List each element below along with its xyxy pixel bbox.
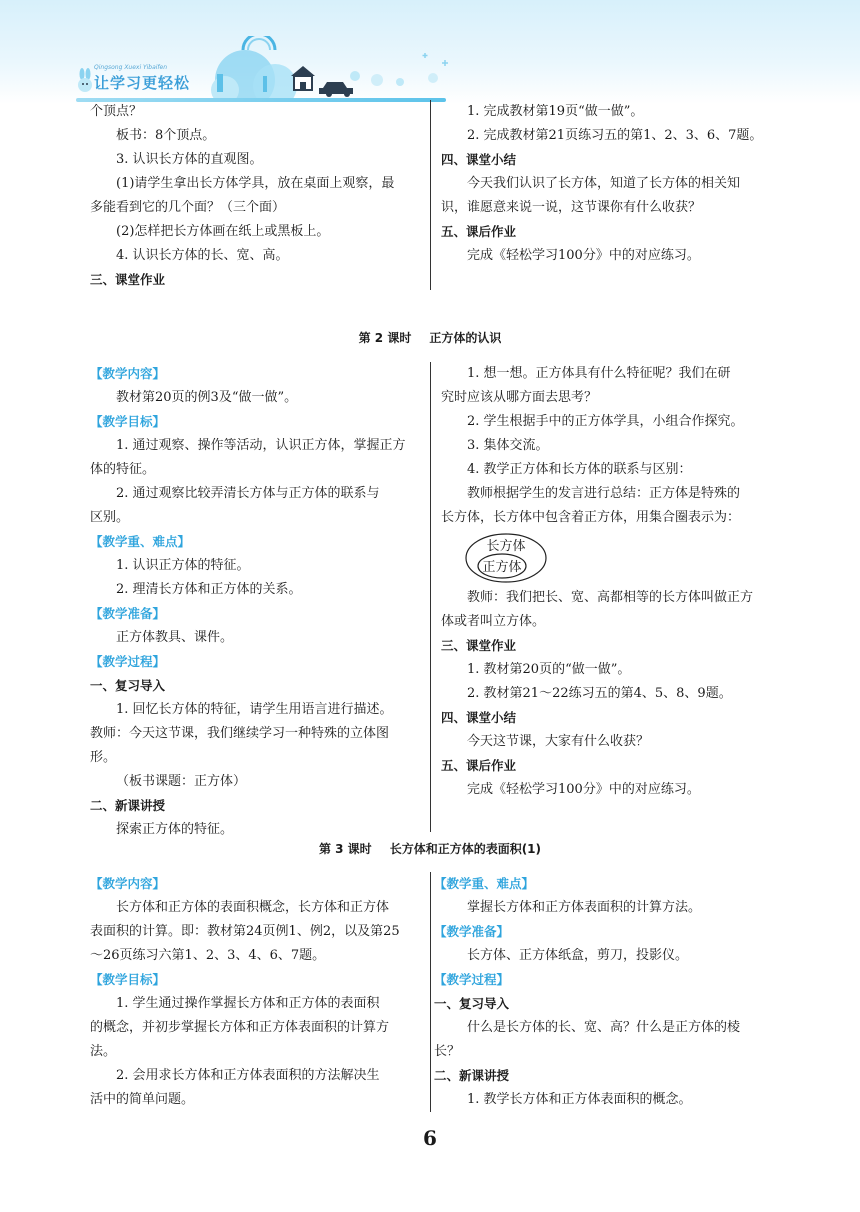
text-line: 1. 学生通过操作掌握长方体和正方体的表面积 <box>116 996 380 1011</box>
text-line: 法。 <box>90 1044 117 1059</box>
lesson-2-title <box>0 329 860 346</box>
text-line: 2. 学生根据手中的正方体学具，小组合作探究。 <box>467 414 744 429</box>
text-line: (1)请学生拿出长方体学具，放在桌面上观察，最 <box>116 176 395 191</box>
text-line: 今天这节课，大家有什么收获？ <box>467 734 650 749</box>
section-heading: 二、新课讲授 <box>90 798 166 813</box>
text-line: 4. 认识长方体的长、宽、高。 <box>116 248 289 263</box>
section-heading: 五、课后作业 <box>441 224 517 239</box>
header-scene-illustration <box>205 36 455 100</box>
text-line: 教师根据学生的发言进行总结：正方体是特殊的 <box>467 486 741 501</box>
text-line: 板书：8个顶点。 <box>116 128 216 143</box>
text-line: 长方体和正方体的表面积概念，长方体和正方体 <box>116 900 390 915</box>
text-line: 掌握长方体和正方体表面积的计算方法。 <box>467 900 702 915</box>
text-line: 表面积的计算。即：教材第24页例1、例2，以及第25 <box>90 924 400 939</box>
page-number: 6 <box>423 1126 437 1150</box>
text-line: 3. 认识长方体的直观图。 <box>116 152 263 167</box>
text-line: 长？ <box>434 1044 461 1059</box>
text-line: 1. 回忆长方体的特征，请学生用语言进行描述。 <box>116 702 393 717</box>
top-right-column <box>441 100 771 268</box>
text-line: 形。 <box>90 750 117 765</box>
section-tag: 【教学内容】 <box>90 366 166 381</box>
text-line: 探索正方体的特征。 <box>116 822 234 837</box>
text-line: 1. 教学长方体和正方体表面积的概念。 <box>467 1092 692 1107</box>
lesson-2-right-column-lower <box>441 586 773 802</box>
section-tag: 【教学过程】 <box>434 972 510 987</box>
text-line: 长方体，长方体中包含着正方体，用集合圈表示为： <box>441 510 741 525</box>
text-line: 体或者叫立方体。 <box>441 614 546 629</box>
lesson-number: 第 3 课时 <box>318 842 372 856</box>
section-heading: 五、课后作业 <box>441 758 517 773</box>
text-line: 1. 认识正方体的特征。 <box>116 558 250 573</box>
lesson-topic: 长方体和正方体的表面积(1) <box>389 842 542 856</box>
lesson-2-left-column <box>90 362 422 842</box>
section-heading: 二、新课讲授 <box>434 1068 510 1083</box>
text-line: 2. 会用求长方体和正方体表面积的方法解决生 <box>116 1068 380 1083</box>
lesson-number: 第 2 课时 <box>358 331 412 345</box>
lesson-3-title <box>0 840 860 857</box>
lesson-topic: 正方体的认识 <box>429 331 502 345</box>
text-line: 2. 理清长方体和正方体的关系。 <box>116 582 302 597</box>
text-line: 识，谁愿意来说一说，这节课你有什么收获？ <box>441 200 702 215</box>
text-line: 个顶点？ <box>90 104 143 119</box>
text-line: 正方体教具、课件。 <box>116 630 234 645</box>
section-heading: 三、课堂作业 <box>90 272 166 287</box>
text-line: 的概念，并初步掌握长方体和正方体表面积的计算方 <box>90 1020 390 1035</box>
top-left-column <box>90 100 422 292</box>
text-line: 活中的简单问题。 <box>90 1092 195 1107</box>
section-tag: 【教学目标】 <box>90 972 166 987</box>
text-line: 4. 教学正方体和长方体的联系与区别： <box>467 462 692 477</box>
text-line: 完成《轻松学习100分》中的对应练习。 <box>467 782 700 797</box>
text-line: 长方体、正方体纸盒，剪刀，投影仪。 <box>467 948 689 963</box>
column-divider-lesson-2 <box>430 362 431 832</box>
logo-text: 让学习更轻松 <box>94 74 191 92</box>
column-divider-top <box>430 100 431 290</box>
text-line: 教材第20页的例3及“做一做”。 <box>116 390 298 405</box>
text-line: (2)怎样把长方体画在纸上或黑板上。 <box>116 224 330 239</box>
section-heading: 一、复习导入 <box>90 678 166 693</box>
text-line: 教师：我们把长、宽、高都相等的长方体叫做正方 <box>467 590 754 605</box>
section-heading: 三、课堂作业 <box>441 638 517 653</box>
text-line: 2. 完成教材第21页练习五的第1、2、3、6、7题。 <box>467 128 763 143</box>
text-line: 2. 教材第21～22练习五的第4、5、8、9题。 <box>467 686 732 701</box>
lesson-3-right-column <box>434 872 772 1112</box>
text-line: 区别。 <box>90 510 130 525</box>
text-line: ～26页练习六第1、2、3、4、6、7题。 <box>90 948 326 963</box>
text-line: 2. 通过观察比较弄清长方体与正方体的联系与 <box>116 486 380 501</box>
text-line: 究时应该从哪方面去思考？ <box>441 390 598 405</box>
venn-outer-label: 长方体 <box>486 539 526 554</box>
section-tag: 【教学准备】 <box>90 606 166 621</box>
lesson-2-right-column-upper <box>441 362 773 530</box>
text-line: 体的特征。 <box>90 462 156 477</box>
text-line: 多能看到它的几个面？（三个面） <box>90 200 286 215</box>
lesson-3-left-column <box>90 872 422 1112</box>
brand-logo <box>76 64 216 98</box>
text-line: 完成《轻松学习100分》中的对应练习。 <box>467 248 700 263</box>
column-divider-lesson-3 <box>430 872 431 1112</box>
logo-pinyin: Qingsong Xuexi Yibaifen <box>94 64 168 71</box>
section-heading: 一、复习导入 <box>434 996 510 1011</box>
text-line: 什么是长方体的长、宽、高？什么是正方体的棱 <box>467 1020 741 1035</box>
rabbit-icon <box>76 68 94 94</box>
section-heading: 四、课堂小结 <box>441 152 517 167</box>
text-line: 1. 教材第20页的“做一做”。 <box>467 662 631 677</box>
text-line: 今天我们认识了长方体，知道了长方体的相关知 <box>467 176 741 191</box>
section-tag: 【教学重、难点】 <box>434 876 535 891</box>
text-line: 1. 想一想。正方体具有什么特征呢？我们在研 <box>467 366 731 381</box>
section-heading: 四、课堂小结 <box>441 710 517 725</box>
section-tag: 【教学内容】 <box>90 876 166 891</box>
set-diagram <box>462 532 558 586</box>
section-tag: 【教学准备】 <box>434 924 510 939</box>
section-tag: 【教学重、难点】 <box>90 534 191 549</box>
text-line: （板书课题：正方体） <box>116 774 247 789</box>
venn-inner-label: 正方体 <box>482 560 522 575</box>
text-line: 1. 完成教材第19页“做一做”。 <box>467 104 644 119</box>
text-line: 1. 通过观察、操作等活动，认识正方体，掌握正方 <box>116 438 406 453</box>
text-line: 教师：今天这节课，我们继续学习一种特殊的立体图 <box>90 726 390 741</box>
section-tag: 【教学目标】 <box>90 414 166 429</box>
text-line: 3. 集体交流。 <box>467 438 549 453</box>
section-tag: 【教学过程】 <box>90 654 166 669</box>
